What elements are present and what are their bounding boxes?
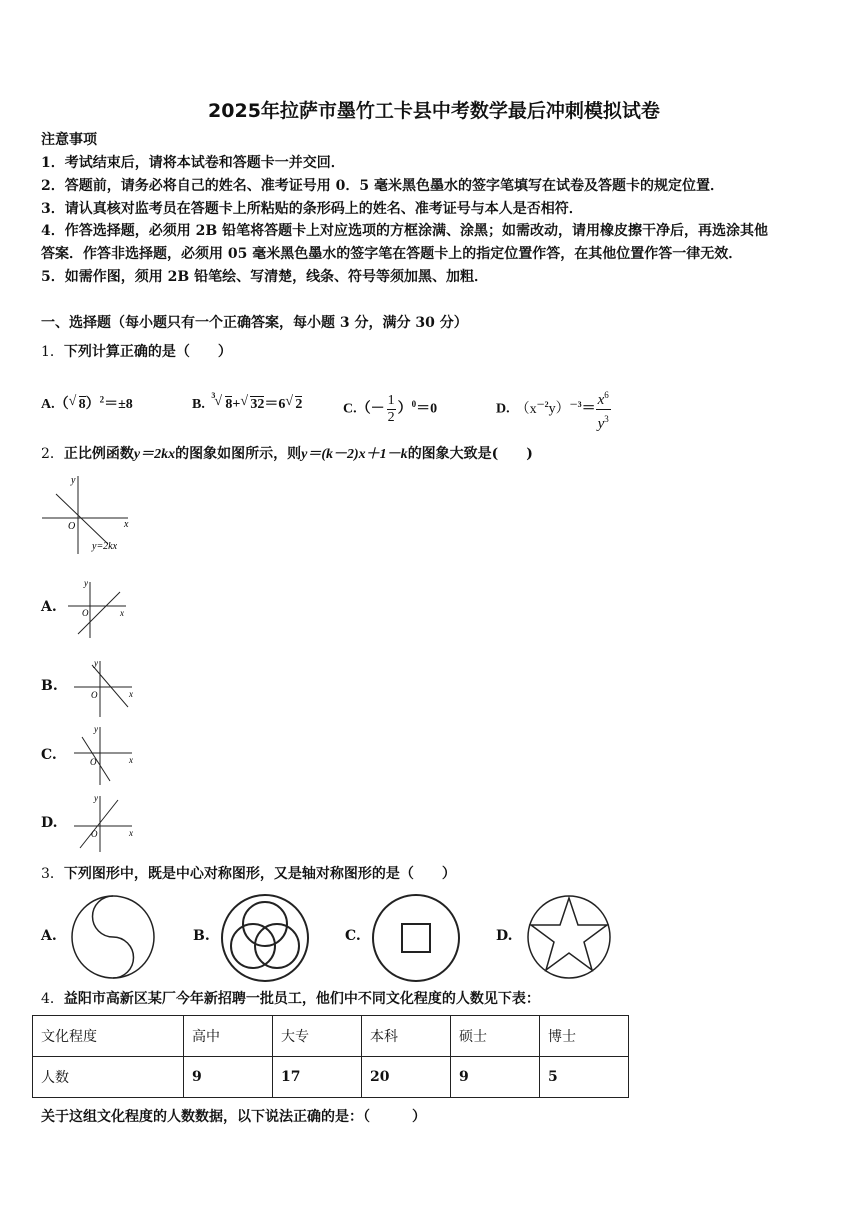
- q2-option-b-label[interactable]: B.: [41, 678, 58, 694]
- q1-b-sqrt3: [285, 394, 303, 413]
- q1-c-close: ）: [397, 401, 412, 417]
- table-cell: 20: [362, 1057, 451, 1098]
- q1-b-radicand3: 2: [295, 397, 303, 412]
- q1-a-radical: [68, 394, 86, 413]
- table-cell: 硕士: [451, 1016, 540, 1057]
- table-cell: 人数: [33, 1057, 184, 1098]
- education-table: [32, 1015, 629, 1098]
- notice-item-4-cont: 答案．作答非选择题，必须用 05 毫米黑色墨水的签字笔在答题卡上的指定位置作答，在其他位置作答一律无效．: [41, 246, 743, 262]
- q1-d-denominator: [598, 410, 609, 433]
- q3-option-c-label[interactable]: C.: [345, 928, 361, 944]
- x-axis-label: x: [124, 519, 129, 530]
- q1-d-den-exp: 3: [604, 414, 609, 424]
- root-icon: √: [214, 394, 223, 409]
- q1-a-label: A.: [41, 397, 55, 412]
- q3-text: 下列图形中，既是中心对称图形，又是轴对称图形的是（ ）: [63, 866, 456, 882]
- q1-d-den-var: y: [597, 416, 605, 432]
- table-cell: 文化程度: [33, 1016, 184, 1057]
- x-axis-label: x: [129, 755, 133, 765]
- q2-text-mid: 的图象如图所示，则: [175, 446, 302, 462]
- q1-d-eq: ＝: [581, 401, 596, 417]
- table-cell: 9: [451, 1057, 540, 1098]
- q1-b-radicand2: 32: [250, 397, 265, 412]
- q2-option-b-graph[interactable]: [70, 657, 138, 719]
- table-cell: 高中: [184, 1016, 273, 1057]
- q3-option-d-figure[interactable]: [525, 894, 613, 980]
- q1-text: 下列计算正确的是（ ）: [63, 344, 232, 360]
- q1-c-fraction: [387, 393, 396, 426]
- notice-item-3: 3．请认真核对监考员在答题卡上所粘贴的条形码上的姓名、准考证号与本人是否相符．: [41, 201, 583, 217]
- taiji-curve-icon: [93, 896, 134, 978]
- q1-d-exp2: －3: [569, 400, 582, 410]
- q4-after-text: 关于这组文化程度的人数数据，以下说法正确的是：（ ）: [41, 1109, 426, 1125]
- q1-d-exp1: －2: [536, 400, 549, 410]
- q4-number: 4．: [41, 991, 64, 1007]
- q3-option-b-figure[interactable]: [218, 892, 314, 984]
- q2-text-post: 的图象大致是( ): [407, 446, 533, 462]
- q1-d-open: （x: [515, 401, 537, 417]
- coin-circle-icon: [373, 895, 459, 981]
- notice-item-4: 4．作答选择题，必须用 2B 铅笔将答题卡上对应选项的方框涂满、涂黑；如需改动，请用橡皮擦干净后，再选涂其他: [41, 223, 769, 239]
- y-axis-label: y: [94, 724, 98, 734]
- q4-text: 益阳市高新区某厂今年新招聘一批员工，他们中不同文化程度的人数见下表：: [63, 991, 540, 1007]
- origin-label: O: [91, 829, 98, 839]
- q2-option-a-graph[interactable]: [64, 576, 132, 640]
- x-axis-label: x: [129, 828, 133, 838]
- q1-d-label: D.: [496, 401, 510, 417]
- graph-line: [92, 665, 128, 707]
- q2-formula-2: y＝(k－2)x＋1－k: [301, 447, 408, 462]
- q3-option-a-label[interactable]: A.: [41, 928, 57, 944]
- q1-d-fraction: [596, 386, 611, 433]
- q1-d-numerator: [596, 386, 611, 410]
- q1-b-index: 3: [211, 391, 216, 400]
- q1-c-open: （－: [356, 401, 385, 417]
- square-hole-icon: [402, 924, 430, 952]
- q2-reference-graph: [38, 472, 138, 556]
- table-cell: 5: [540, 1057, 629, 1098]
- q2-formula-1: y＝2kx: [133, 447, 176, 462]
- table-cell: 本科: [362, 1016, 451, 1057]
- y-axis-label: y: [71, 475, 76, 486]
- x-axis-label: x: [120, 608, 124, 618]
- graph-label: y=2kx: [92, 541, 118, 552]
- q3-option-c-figure[interactable]: [370, 892, 462, 984]
- q3-stem: [41, 865, 456, 883]
- q3-option-a-figure[interactable]: [70, 894, 158, 980]
- q2-stem: [41, 445, 533, 464]
- origin-label: O: [91, 690, 98, 700]
- star-circle-icon: [528, 896, 610, 978]
- notice-item-1: 1．考试结束后，请将本试卷和答题卡一并交回．: [41, 155, 345, 171]
- y-axis-label: y: [94, 793, 98, 803]
- q1-number: 1．: [41, 344, 64, 360]
- q1-b-cuberoot: [211, 391, 233, 413]
- x-axis-label: x: [129, 689, 133, 699]
- q3-option-d-label[interactable]: D.: [496, 928, 513, 944]
- q2-number: 2．: [41, 446, 64, 462]
- q1-option-b[interactable]: [192, 393, 302, 413]
- origin-label: O: [68, 521, 76, 532]
- q1-a-rest: ＝±8: [104, 397, 133, 412]
- table-cell: 博士: [540, 1016, 629, 1057]
- table-header-row: [33, 1016, 629, 1057]
- q1-option-c[interactable]: [343, 393, 437, 426]
- q1-option-a[interactable]: [41, 393, 133, 413]
- table-cell: 大专: [273, 1016, 362, 1057]
- q2-option-c-label[interactable]: C.: [41, 747, 57, 763]
- notice-item-5: 5．如需作图，须用 2B 铅笔绘、写清楚，线条、符号等须加黑、加粗．: [41, 269, 489, 285]
- q3-number: 3．: [41, 866, 64, 882]
- q1-b-sqrt2: [240, 394, 265, 413]
- q1-c-exp: 0: [411, 399, 417, 410]
- q1-b-eq: ＝6: [264, 397, 286, 412]
- table-row: [33, 1057, 629, 1098]
- q1-a-radicand: 8: [78, 397, 86, 412]
- origin-label: O: [90, 757, 97, 767]
- q2-text-pre: 正比例函数: [63, 446, 134, 462]
- q1-b-plus: +: [232, 397, 241, 412]
- y-axis-label: y: [94, 658, 98, 668]
- sqrt-icon: √: [240, 394, 249, 409]
- q1-b-radicand1: 8: [225, 397, 233, 412]
- table-cell: 17: [273, 1057, 362, 1098]
- q2-option-d-label[interactable]: D.: [41, 815, 58, 831]
- page-title: 2025年拉萨市墨竹工卡县中考数学最后冲刺模拟试卷: [208, 100, 660, 122]
- q4-stem: [41, 990, 540, 1008]
- q1-option-d[interactable]: [496, 386, 611, 433]
- sqrt-icon: √: [68, 394, 77, 409]
- q1-d-num-exp: 6: [604, 390, 609, 400]
- y-axis-label: y: [84, 578, 88, 588]
- q2-option-d-graph[interactable]: [70, 792, 138, 854]
- outer-circle-icon: [222, 895, 308, 981]
- graph-line: [80, 800, 118, 848]
- graph-line: [56, 494, 108, 544]
- sqrt-icon: √: [285, 394, 294, 409]
- q1-b-label: B.: [192, 397, 205, 412]
- notice-item-2: 2．答题前，请务必将自己的姓名、准考证号用 0．5 毫米黑色墨水的签字笔填写在试卷及答题卡的规定位置．: [41, 178, 724, 194]
- origin-label: O: [82, 608, 89, 618]
- q1-c-numerator: 1: [387, 393, 395, 408]
- q2-option-c-graph[interactable]: [70, 723, 138, 787]
- q1-a-exp: 2: [99, 394, 105, 405]
- q1-c-denominator: 2: [387, 410, 395, 425]
- q1-c-rest: ＝0: [416, 401, 438, 417]
- q3-option-b-label[interactable]: B.: [193, 928, 210, 944]
- star-icon: [531, 898, 607, 970]
- table-cell: 9: [184, 1057, 273, 1098]
- q2-option-a-label[interactable]: A.: [41, 599, 57, 615]
- q1-a-close: ）: [85, 397, 100, 412]
- q1-d-y: y）: [548, 401, 570, 417]
- q1-stem: [41, 343, 232, 361]
- notice-heading: 注意事项: [41, 132, 97, 148]
- q1-d-num-var: x: [597, 392, 605, 408]
- section-heading: 一、选择题（每小题只有一个正确答案，每小题 3 分，满分 30 分）: [41, 315, 468, 331]
- q1-c-label: C.: [343, 401, 357, 417]
- q1-a-open: （: [54, 397, 69, 412]
